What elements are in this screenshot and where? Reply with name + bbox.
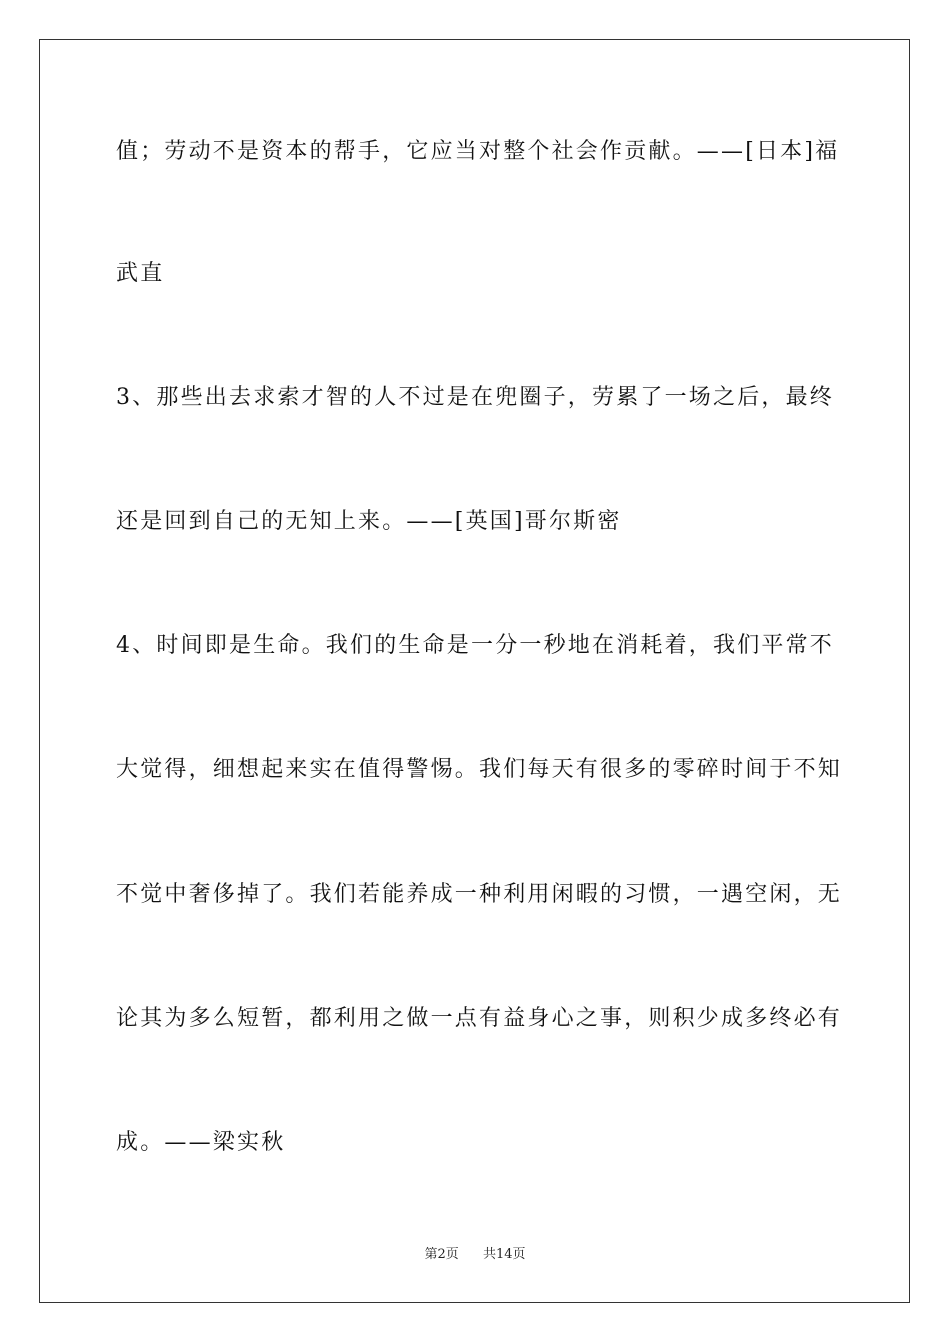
- total-pages: 共14页: [483, 1247, 526, 1262]
- text-line-4: 还是回到自己的无知上来。——[英国]哥尔斯密: [116, 509, 622, 534]
- text-line-1: 值；劳动不是资本的帮手，它应当对整个社会作贡献。——[日本]福: [116, 139, 840, 164]
- text-line-8: 论其为多么短暂，都利用之做一点有益身心之事，则积少成多终必有: [116, 1006, 843, 1031]
- text-line-2: 武直: [116, 261, 165, 286]
- text-line-9: 成。——梁实秋: [116, 1130, 286, 1155]
- page-number: 第2页: [424, 1247, 459, 1262]
- text-line-7: 不觉中奢侈掉了。我们若能养成一种利用闲暇的习惯，一遇空闲，无: [116, 882, 843, 907]
- page-border: [39, 39, 910, 1303]
- page-footer: [0, 1246, 950, 1264]
- text-line-3: 3、那些出去求索才智的人不过是在兜圈子，劳累了一场之后，最终: [116, 385, 834, 410]
- text-line-6: 大觉得，细想起来实在值得警惕。我们每天有很多的零碎时间于不知: [116, 757, 843, 782]
- text-line-5: 4、时间即是生命。我们的生命是一分一秒地在消耗着，我们平常不: [116, 633, 834, 658]
